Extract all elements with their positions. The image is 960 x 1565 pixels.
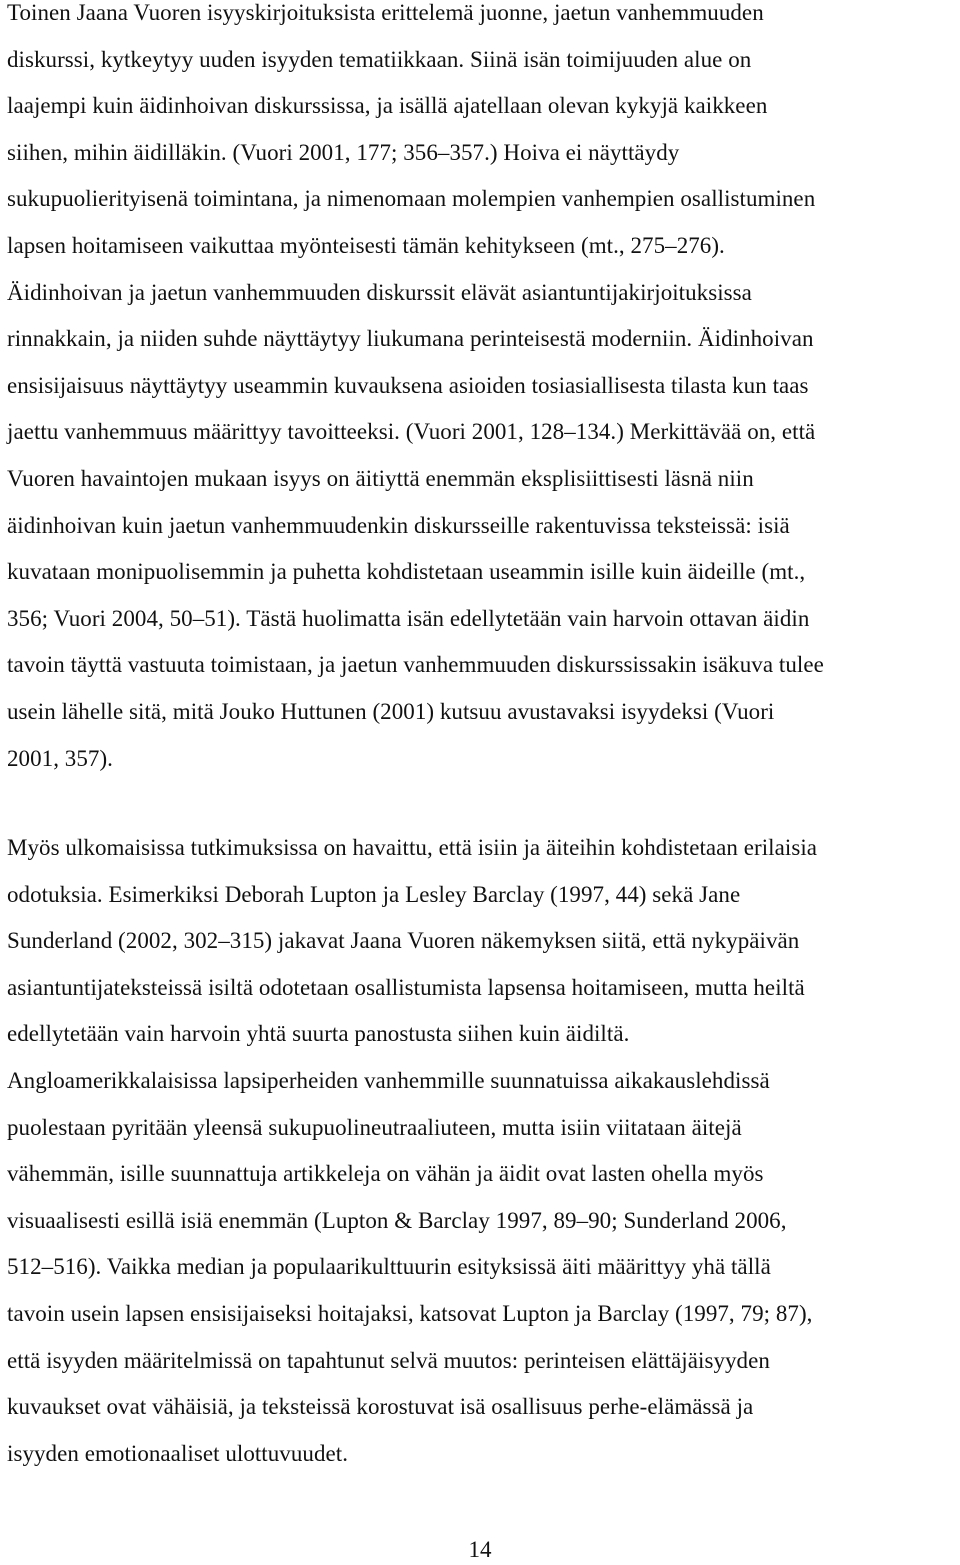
text-line: äidinhoivan kuin jaetun vanhemmuudenkin diskursseille rakentuvissa teksteissä: isiä	[7, 512, 790, 538]
paragraph-2	[7, 825, 955, 1477]
text-line: että isyyden määritelmissä on tapahtunut selvä muutos: perinteisen elättäjäisyyden	[7, 1347, 770, 1373]
text-line: jaettu vanhemmuus määrittyy tavoitteeksi. (Vuori 2001, 128–134.) Merkittävää on, että	[7, 419, 816, 445]
text-line: siihen, mihin äidilläkin. (Vuori 2001, 177; 356–357.) Hoiva ei näyttäydy	[7, 139, 680, 165]
text-line: 512–516). Vaikka median ja populaarikulttuurin esityksissä äiti määrittyy yhä tällä	[7, 1254, 771, 1280]
text-line: Äidinhoivan ja jaetun vanhemmuuden diskurssit elävät asiantuntijakirjoituksissa	[7, 279, 752, 305]
text-line: asiantuntijateksteissä isiltä odotetaan osallistumista lapsensa hoitamiseen, mutta heiltä	[7, 974, 805, 1000]
text-line: Toinen Jaana Vuoren isyyskirjoituksista erittelemä juonne, jaetun vanhemmuuden	[7, 0, 764, 25]
text-line: edellytetään vain harvoin yhtä suurta panostusta siihen kuin äidiltä.	[7, 1021, 630, 1047]
text-line: usein lähelle sitä, mitä Jouko Huttunen (2001) kutsuu avustavaksi isyydeksi (Vuori	[7, 698, 775, 724]
text-line: Vuoren havaintojen mukaan isyys on äitiyttä enemmän eksplisiittisesti läsnä niin	[7, 465, 754, 491]
text-line: tavoin usein lapsen ensisijaiseksi hoitajaksi, katsovat Lupton ja Barclay (1997, 79; 87),	[7, 1300, 813, 1326]
text-line: 2001, 357).	[7, 745, 113, 771]
text-line: diskurssi, kytkeytyy uuden isyyden tematiikkaan. Siinä isän toimijuuden alue on	[7, 46, 752, 72]
text-line: odotuksia. Esimerkiksi Deborah Lupton ja Lesley Barclay (1997, 44) sekä Jane	[7, 881, 741, 907]
page-number: 14	[468, 1537, 492, 1562]
text-line: 356; Vuori 2004, 50–51). Tästä huolimatta isän edellytetään vain harvoin ottavan äidin	[7, 605, 810, 631]
text-line: Sunderland (2002, 302–315) jakavat Jaana Vuoren näkemyksen siitä, että nykypäivän	[7, 928, 800, 954]
text-line: Myös ulkomaisissa tutkimuksissa on havaittu, että isiin ja äiteihin kohdistetaan erilaisia	[7, 835, 818, 860]
text-line: ensisijaisuus näyttäytyy useammin kuvauksena asioiden tosiasiallisesta tilasta kun taas	[7, 372, 809, 398]
text-line: vähemmän, isille suunnattuja artikkeleja on vähän ja äidit ovat lasten ohella myös	[7, 1161, 764, 1187]
text-line: Angloamerikkalaisissa lapsiperheiden vanhemmille suunnatuissa aikakauslehdissä	[7, 1067, 770, 1093]
text-line: lapsen hoitamiseen vaikuttaa myönteisesti tämän kehitykseen (mt., 275–276).	[7, 232, 725, 258]
text-line: rinnakkain, ja niiden suhde näyttäytyy liukumana perinteisestä moderniin. Äidinhoivan	[7, 326, 814, 352]
text-line: tavoin täyttä vastuuta toimistaan, ja jaetun vanhemmuuden diskurssissakin isäkuva tulee	[7, 652, 824, 678]
text-line: puolestaan pyritään yleensä sukupuolineutraaliuteen, mutta isiin viitataan äitejä	[7, 1114, 742, 1140]
text-line: visuaalisesti esillä isiä enemmän (Lupton & Barclay 1997, 89–90; Sunderland 2006,	[7, 1207, 787, 1233]
text-line: laajempi kuin äidinhoivan diskurssissa, ja isällä ajatellaan olevan kykyjä kaikkeen	[7, 93, 768, 119]
text-line: sukupuolierityisenä toimintana, ja nimenomaan molempien vanhempien osallistuminen	[7, 186, 816, 212]
paragraph-1	[7, 0, 955, 782]
text-line: kuvataan monipuolisemmin ja puhetta kohdistetaan useammin isille kuin äideille (mt.,	[7, 559, 806, 585]
text-line: kuvaukset ovat vähäisiä, ja teksteissä korostuvat isä osallisuus perhe-elämässä ja	[7, 1394, 754, 1420]
text-line: isyyden emotionaaliset ulottuvuudet.	[7, 1440, 348, 1466]
